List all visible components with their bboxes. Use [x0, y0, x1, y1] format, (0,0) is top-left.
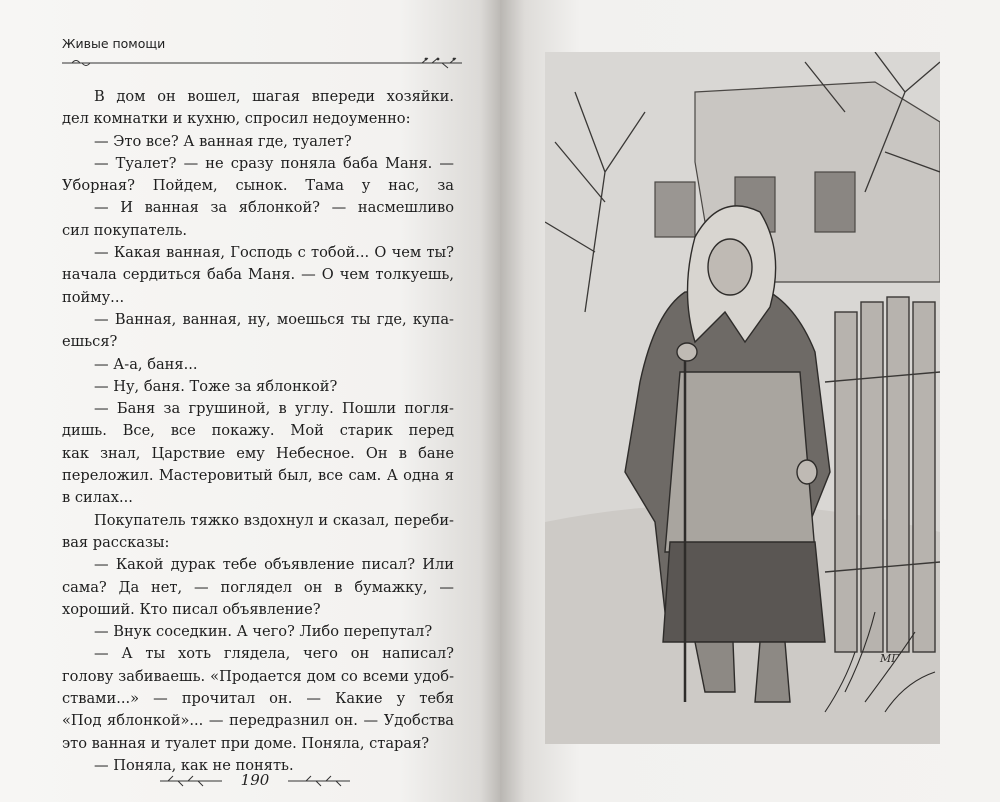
old-woman-illustration [545, 52, 940, 744]
text-line: — Баня за грушиной, в углу. Пошли погля- [94, 400, 454, 418]
text-line: — Какой дурак тебе объявление писал? Или [94, 556, 454, 574]
text-line: — А ты хоть глядела, чего он написал? [94, 645, 454, 663]
text-line: сама? Да нет, — поглядел он в бумажку, — [62, 578, 454, 596]
running-head: Живые помощи [62, 36, 166, 51]
text-line: дишь. Все, все покажу. Мой старик перед [62, 422, 454, 440]
text-line: ешься? [62, 333, 118, 351]
text-line: в силах... [62, 489, 133, 507]
ornamental-rule [62, 57, 462, 71]
page-number: 190 [240, 771, 270, 789]
text-line: как знал, Царствие ему Небесное. Он в бане [62, 444, 454, 462]
text-line: вая рассказы: [62, 533, 170, 551]
body-text [62, 86, 454, 777]
text-line: «Под яблонкой»... — передразнил он. — Удобства [62, 712, 454, 730]
text-line: сил покупатель. [62, 221, 188, 239]
text-line: — Туалет? — не сразу поняла баба Маня. — [94, 154, 454, 172]
artist-signature: МГ [880, 652, 899, 665]
text-line: — Какая ванная, Господь с тобой... О чем ты? [94, 244, 454, 262]
text-line: — Ну, баня. Тоже за яблонкой? [94, 377, 338, 395]
page-number-area [160, 770, 350, 792]
text-line: — Поняла, как не понять. [94, 756, 294, 774]
text-line: ствами...» — прочитал он. — Какие у тебя [62, 690, 454, 708]
folio-ornament-left [160, 775, 228, 787]
text-line: — Это все? А ванная где, туалет? [94, 132, 352, 150]
text-line: переложил. Мастеровитый был, все сам. А одна я [62, 467, 454, 485]
text-line: — Внук соседкин. А чего? Либо перепутал? [94, 623, 433, 641]
text-line: Уборная? Пойдем, сынок. Тама у нас, за [62, 177, 454, 195]
text-line: голову забиваешь. «Продается дом со всеми удоб- [62, 667, 454, 685]
text-line: пойму... [62, 288, 125, 306]
text-line: — Ванная, ванная, ну, моешься ты где, купа- [94, 310, 454, 328]
text-line: это ванная и туалет при доме. Поняла, старая? [62, 734, 430, 752]
text-line: начала сердиться баба Маня. — О чем толкуешь, [62, 266, 454, 284]
text-line: дел комнатки и кухню, спросил недоуменно: [62, 110, 411, 128]
folio-ornament-right [284, 775, 352, 787]
sketch-drawing [545, 52, 940, 744]
text-line: Покупатель тяжко вздохнул и сказал, переби- [94, 511, 454, 529]
text-line: — А-а, баня... [94, 355, 198, 373]
text-line: В дом он вошел, шагая впереди хозяйки. [94, 88, 454, 105]
text-line: — И ванная за яблонкой? — насмешливо [94, 199, 454, 217]
text-line: хороший. Кто писал объявление? [62, 600, 321, 618]
